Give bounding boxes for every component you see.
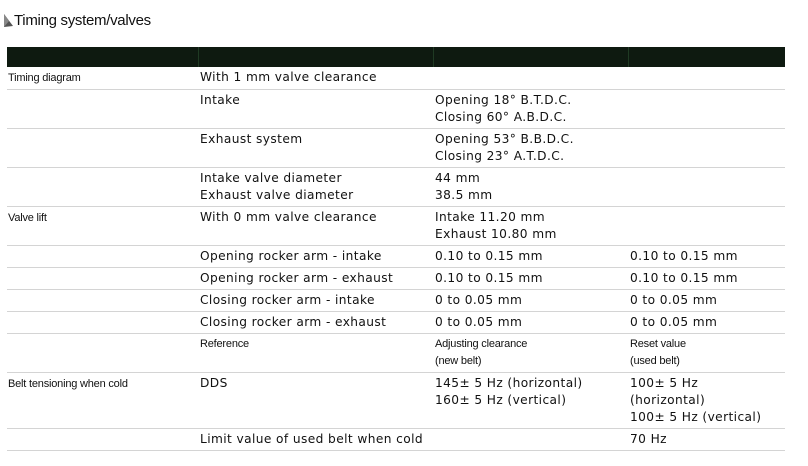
cell-line: Exhaust system — [200, 132, 303, 146]
category-cell: Timing diagram — [7, 67, 198, 90]
cell-line: (horizontal) — [630, 393, 706, 407]
cell-line: 38.5 mm — [435, 188, 493, 202]
table-row — [7, 334, 785, 373]
parameter-cell — [198, 67, 433, 90]
cell-line: Opening 53° B.B.D.C. — [435, 132, 574, 146]
cell-line: Reference — [200, 338, 249, 350]
spec-value-cell — [433, 268, 628, 290]
reset-value-cell — [628, 129, 785, 168]
category-cell — [7, 312, 198, 334]
table-row — [7, 312, 785, 334]
cell-line: Reset value — [630, 338, 686, 350]
page-title: Timing system/valves — [14, 11, 151, 29]
header-cell — [7, 47, 198, 67]
parameter-cell — [198, 312, 433, 334]
category-cell — [7, 168, 198, 207]
cell-line: With 0 mm valve clearance — [200, 210, 377, 224]
parameter-cell — [198, 290, 433, 312]
category-cell — [7, 290, 198, 312]
table-row — [7, 429, 785, 451]
header-cell — [433, 47, 628, 67]
parameter-cell — [198, 429, 433, 451]
cell-line: Opening 18° B.T.D.C. — [435, 93, 572, 107]
cell-line: Intake 11.20 mm — [435, 210, 546, 224]
table-row — [7, 168, 785, 207]
parameter-cell — [198, 246, 433, 268]
cell-line: (used belt) — [630, 355, 680, 367]
category-cell — [7, 246, 198, 268]
cell-line: Limit value of used belt when cold — [200, 432, 423, 446]
cell-line: Closing rocker arm - exhaust — [200, 315, 387, 329]
reset-value-cell — [628, 207, 785, 246]
parameter-cell — [198, 373, 433, 429]
table-row — [7, 67, 785, 90]
parameter-cell — [198, 129, 433, 168]
reset-value-cell — [628, 268, 785, 290]
spec-value-cell — [433, 168, 628, 207]
reset-value-cell — [628, 246, 785, 268]
parameter-cell — [198, 90, 433, 129]
spec-value-cell — [433, 312, 628, 334]
cell-line: Closing rocker arm - intake — [200, 293, 375, 307]
cell-line: 160± 5 Hz (vertical) — [435, 393, 567, 407]
reset-value-cell — [628, 429, 785, 451]
cell-line: 0.10 to 0.15 mm — [630, 271, 738, 285]
cell-line: 0 to 0.05 mm — [435, 293, 523, 307]
header-cell — [198, 47, 433, 67]
category-cell — [7, 90, 198, 129]
parameter-cell — [198, 268, 433, 290]
table-row — [7, 246, 785, 268]
table-body — [7, 67, 785, 451]
cell-line: 100± 5 Hz — [630, 376, 699, 390]
parameter-cell — [198, 207, 433, 246]
category-cell — [7, 129, 198, 168]
cell-line: Closing 23° A.T.D.C. — [435, 149, 565, 163]
cell-line: 70 Hz — [630, 432, 667, 446]
parameter-cell — [198, 168, 433, 207]
reset-value-cell — [628, 67, 785, 90]
specs-table-container — [7, 47, 785, 451]
spec-value-cell — [433, 90, 628, 129]
header-cell — [628, 47, 785, 67]
cell-line: 145± 5 Hz (horizontal) — [435, 376, 583, 390]
cell-line: 0 to 0.05 mm — [630, 293, 718, 307]
table-row — [7, 268, 785, 290]
cell-line: (new belt) — [435, 355, 482, 367]
spec-value-cell — [433, 67, 628, 90]
cell-line: 0.10 to 0.15 mm — [435, 271, 543, 285]
cell-line: Opening rocker arm - intake — [200, 249, 382, 263]
cell-line: 100± 5 Hz (vertical) — [630, 410, 762, 424]
category-cell — [7, 334, 198, 373]
reset-value-cell — [628, 168, 785, 207]
category-cell: Belt tensioning when cold — [7, 373, 198, 429]
cell-line: 0.10 to 0.15 mm — [435, 249, 543, 263]
cell-line: DDS — [200, 376, 228, 390]
cell-line: Opening rocker arm - exhaust — [200, 271, 394, 285]
specs-table — [7, 47, 785, 451]
spec-value-cell — [433, 334, 628, 373]
cell-line: Intake valve diameter — [200, 171, 342, 185]
cell-line: With 1 mm valve clearance — [200, 70, 377, 84]
cell-line: Exhaust 10.80 mm — [435, 227, 557, 241]
cell-line: 44 mm — [435, 171, 481, 185]
page-header — [4, 8, 151, 32]
table-row — [7, 373, 785, 429]
reset-value-cell — [628, 290, 785, 312]
cell-line: 0 to 0.05 mm — [630, 315, 718, 329]
table-row — [7, 129, 785, 168]
spec-value-cell — [433, 129, 628, 168]
category-cell — [7, 268, 198, 290]
reset-value-cell — [628, 90, 785, 129]
reset-value-cell — [628, 312, 785, 334]
spec-value-cell — [433, 246, 628, 268]
reset-value-cell — [628, 373, 785, 429]
cell-line: Adjusting clearance — [435, 338, 528, 350]
cell-line: 0.10 to 0.15 mm — [630, 249, 738, 263]
cell-line: Closing 60° A.B.D.C. — [435, 110, 567, 124]
cell-line: Intake — [200, 93, 241, 107]
table-row — [7, 290, 785, 312]
spec-value-cell — [433, 373, 628, 429]
reset-value-cell — [628, 334, 785, 373]
cell-line: Exhaust valve diameter — [200, 188, 354, 202]
category-cell — [7, 429, 198, 451]
spec-value-cell — [433, 429, 628, 451]
table-header-row — [7, 47, 785, 67]
table-row — [7, 207, 785, 246]
cell-line: 0 to 0.05 mm — [435, 315, 523, 329]
bookmark-arrow-icon — [4, 12, 14, 28]
spec-value-cell — [433, 207, 628, 246]
parameter-cell — [198, 334, 433, 373]
spec-value-cell — [433, 290, 628, 312]
category-cell: Valve lift — [7, 207, 198, 246]
table-row — [7, 90, 785, 129]
